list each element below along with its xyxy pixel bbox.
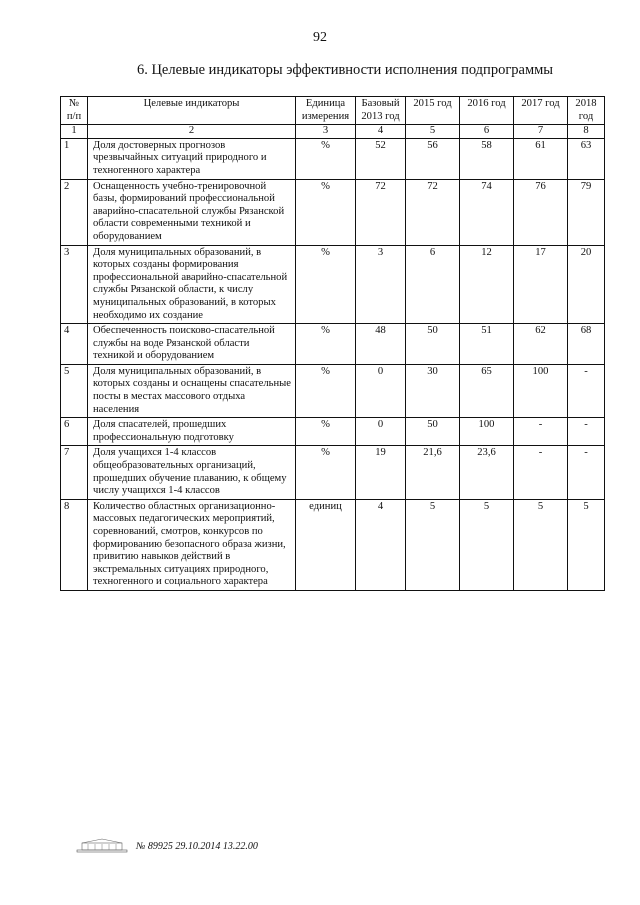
value-2016-cell: 100: [460, 418, 514, 446]
value-2015-cell: 72: [406, 179, 460, 245]
value-2018-cell: 20: [568, 245, 605, 324]
value-2018-cell: -: [568, 446, 605, 499]
indicator-name-cell: Доля муниципальных образований, в которых созданы и оснащены спасательные посты в местах массового отдыха населения: [88, 364, 296, 417]
indicator-name-cell: Доля муниципальных образований, в которых созданы формирования профессиональной аварийно-спасательной службы Рязанской области, к числу муниципальных образований, в которых необходимо их создание: [88, 245, 296, 324]
unit-cell: %: [296, 179, 356, 245]
base-2013-cell: 0: [356, 418, 406, 446]
row-number-cell: 3: [61, 245, 88, 324]
row-number-cell: 2: [61, 179, 88, 245]
column-number-cell: 7: [514, 125, 568, 139]
table-row: [61, 364, 605, 417]
table-row: [61, 324, 605, 365]
column-number-cell: 1: [61, 125, 88, 139]
header-cell: 2017 год: [514, 97, 568, 125]
indicator-name-cell: Оснащенность учебно-тренировочной базы, формирований профессиональной аварийно-спасательной службы Рязанской области современными техникой и оборудованием: [88, 179, 296, 245]
value-2018-cell: 68: [568, 324, 605, 365]
value-2018-cell: 79: [568, 179, 605, 245]
column-number-cell: 4: [356, 125, 406, 139]
unit-cell: %: [296, 418, 356, 446]
value-2016-cell: 12: [460, 245, 514, 324]
header-cell: Единица измерения: [296, 97, 356, 125]
row-number-cell: 6: [61, 418, 88, 446]
column-number-row: [61, 125, 605, 139]
header-cell: 2015 год: [406, 97, 460, 125]
value-2017-cell: -: [514, 418, 568, 446]
table-header-row: [61, 97, 605, 125]
value-2018-cell: 5: [568, 499, 605, 590]
value-2016-cell: 74: [460, 179, 514, 245]
value-2016-cell: 23,6: [460, 446, 514, 499]
column-number-cell: 2: [88, 125, 296, 139]
table-row: [61, 179, 605, 245]
header-cell: Базовый 2013 год: [356, 97, 406, 125]
base-2013-cell: 52: [356, 138, 406, 179]
value-2018-cell: -: [568, 418, 605, 446]
header-cell: № п/п: [61, 97, 88, 125]
table-row: [61, 499, 605, 590]
base-2013-cell: 4: [356, 499, 406, 590]
header-cell: Целевые индикаторы: [88, 97, 296, 125]
table-row: [61, 138, 605, 179]
value-2017-cell: -: [514, 446, 568, 499]
value-2017-cell: 76: [514, 179, 568, 245]
page-number: 92: [313, 30, 327, 45]
unit-cell: %: [296, 364, 356, 417]
base-2013-cell: 0: [356, 364, 406, 417]
value-2018-cell: -: [568, 364, 605, 417]
unit-cell: %: [296, 446, 356, 499]
row-number-cell: 7: [61, 446, 88, 499]
document-stamp: № 89925 29.10.2014 13.22.00: [136, 840, 258, 852]
row-number-cell: 8: [61, 499, 88, 590]
header-cell: 2016 год: [460, 97, 514, 125]
value-2015-cell: 56: [406, 138, 460, 179]
value-2016-cell: 51: [460, 324, 514, 365]
value-2016-cell: 65: [460, 364, 514, 417]
table-row: [61, 245, 605, 324]
column-number-cell: 8: [568, 125, 605, 139]
base-2013-cell: 3: [356, 245, 406, 324]
value-2017-cell: 5: [514, 499, 568, 590]
value-2015-cell: 6: [406, 245, 460, 324]
table-row: [61, 446, 605, 499]
value-2015-cell: 21,6: [406, 446, 460, 499]
row-number-cell: 4: [61, 324, 88, 365]
value-2017-cell: 17: [514, 245, 568, 324]
value-2015-cell: 5: [406, 499, 460, 590]
base-2013-cell: 48: [356, 324, 406, 365]
base-2013-cell: 72: [356, 179, 406, 245]
base-2013-cell: 19: [356, 446, 406, 499]
section-title: 6. Целевые индикаторы эффективности исполнения подпрограммы: [136, 62, 554, 78]
indicator-name-cell: Количество областных организационно-массовых педагогических мероприятий, соревнований, смотров, конкурсов по формированию безопасного образа жизни, привитию навыков действий в экстремальных ситуациях природного, техногенного и социального характера: [88, 499, 296, 590]
indicators-table: [60, 96, 605, 591]
value-2017-cell: 61: [514, 138, 568, 179]
indicator-name-cell: Доля спасателей, прошедших профессиональную подготовку: [88, 418, 296, 446]
unit-cell: единиц: [296, 499, 356, 590]
column-number-cell: 6: [460, 125, 514, 139]
indicator-name-cell: Обеспеченность поисково-спасательной службы на воде Рязанской области техникой и оборудованием: [88, 324, 296, 365]
government-seal-icon: [76, 838, 128, 854]
value-2015-cell: 30: [406, 364, 460, 417]
unit-cell: %: [296, 245, 356, 324]
value-2015-cell: 50: [406, 418, 460, 446]
footer: [76, 836, 376, 856]
unit-cell: %: [296, 324, 356, 365]
indicator-name-cell: Доля учащихся 1-4 классов общеобразовательных организаций, прошедших обучение плаванию, к общему числу учащихся 1-4 классов: [88, 446, 296, 499]
value-2017-cell: 62: [514, 324, 568, 365]
table-row: [61, 418, 605, 446]
header-cell: 2018 год: [568, 97, 605, 125]
value-2017-cell: 100: [514, 364, 568, 417]
value-2018-cell: 63: [568, 138, 605, 179]
row-number-cell: 1: [61, 138, 88, 179]
row-number-cell: 5: [61, 364, 88, 417]
unit-cell: %: [296, 138, 356, 179]
column-number-cell: 3: [296, 125, 356, 139]
indicator-name-cell: Доля достоверных прогнозов чрезвычайных ситуаций природного и техногенного характера: [88, 138, 296, 179]
value-2016-cell: 58: [460, 138, 514, 179]
value-2016-cell: 5: [460, 499, 514, 590]
column-number-cell: 5: [406, 125, 460, 139]
value-2015-cell: 50: [406, 324, 460, 365]
